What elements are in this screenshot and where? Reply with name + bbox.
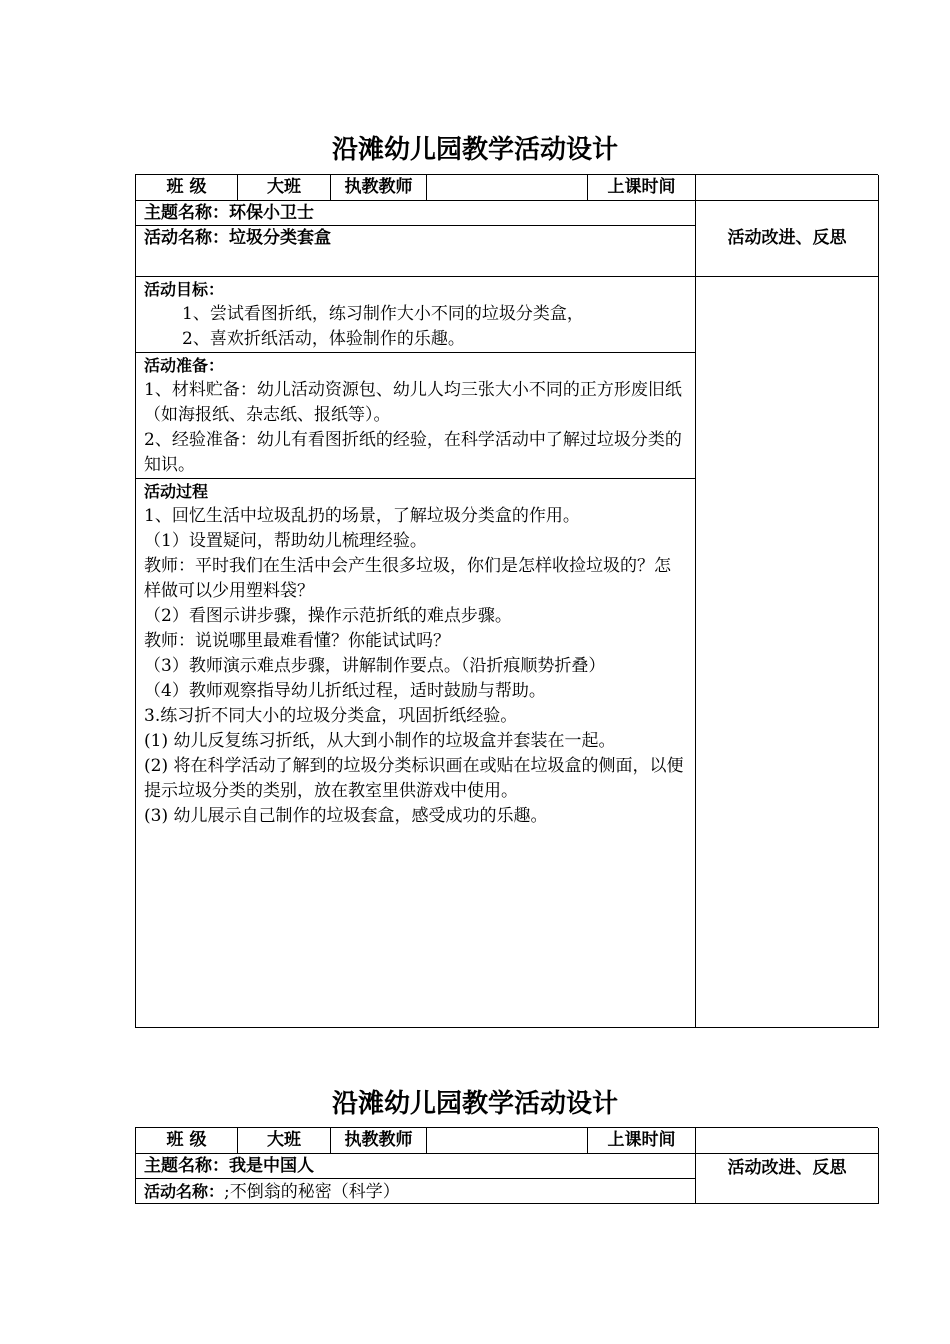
process-item: 教师：说说哪里最难看懂？你能试试吗？ — [144, 631, 450, 651]
process-item: （1）设置疑问，帮助幼儿梳理经验。 — [144, 531, 427, 551]
class-label: 班 级 — [136, 1128, 238, 1154]
class-value: 大班 — [238, 1128, 331, 1154]
process-heading: 活动过程 — [144, 482, 209, 501]
lesson-plan-table — [135, 174, 878, 1028]
process-item: (1) 幼儿反复练习折纸，从大到小制作的垃圾盒并套装在一起。 — [144, 731, 616, 751]
preparation-section — [136, 353, 696, 479]
class-time-label: 上课时间 — [588, 175, 696, 201]
teacher-value — [427, 1128, 588, 1154]
class-time-value — [696, 1128, 879, 1154]
class-time-value — [696, 175, 879, 201]
goals-section — [136, 277, 696, 353]
preparation-item: 2、经验准备：幼儿有看图折纸的经验，在科学活动中了解过垃圾分类的知识。 — [144, 430, 682, 475]
activity-value: ;不倒翁的秘密（科学） — [224, 1182, 400, 1202]
class-time-label: 上课时间 — [588, 1128, 696, 1154]
process-item: 1、回忆生活中垃圾乱扔的场景，了解垃圾分类盒的作用。 — [144, 506, 580, 526]
process-item: （4）教师观察指导幼儿折纸过程，适时鼓励与帮助。 — [144, 681, 546, 701]
activity-label: 活动名称： — [144, 1182, 225, 1201]
preparation-item: 1、材料贮备：幼儿活动资源包、幼儿人均三张大小不同的正方形废旧纸（如海报纸、杂志纸、报纸等）。 — [144, 380, 682, 425]
teacher-label: 执教教师 — [331, 1128, 427, 1154]
process-item: （3）教师演示难点步骤，讲解制作要点。（沿折痕顺势折叠） — [144, 656, 606, 676]
goals-heading: 活动目标： — [144, 280, 225, 299]
process-item: (2) 将在科学活动了解到的垃圾分类标识画在或贴在垃圾盒的侧面，以便提示垃圾分类的类别，放在教室里供游戏中使用。 — [144, 756, 684, 801]
process-item: 教师：平时我们在生活中会产生很多垃圾，你们是怎样收捡垃圾的？怎样做可以少用塑料袋？ — [144, 556, 671, 601]
lesson-plan-table — [135, 1127, 878, 1204]
theme-name: 主题名称：环保小卫士 — [136, 201, 696, 226]
process-item: （2）看图示讲步骤，操作示范折纸的难点步骤。 — [144, 606, 512, 626]
class-label: 班 级 — [136, 175, 238, 201]
preparation-heading: 活动准备： — [144, 356, 225, 375]
process-item: (3) 幼儿展示自己制作的垃圾套盒，感受成功的乐趣。 — [144, 806, 548, 826]
goal-item: 1、尝试看图折纸，练习制作大小不同的垃圾分类盒， — [182, 304, 584, 324]
class-value: 大班 — [238, 175, 331, 201]
reflection-label: 活动改进、反思 — [696, 201, 879, 277]
page-title: 沿滩幼儿园教学活动设计 — [331, 135, 618, 165]
activity-name — [136, 1179, 696, 1204]
theme-name: 主题名称：我是中国人 — [136, 1154, 696, 1179]
activity-name: 活动名称：垃圾分类套盒 — [136, 226, 696, 277]
teacher-value — [427, 175, 588, 201]
teacher-label: 执教教师 — [331, 175, 427, 201]
reflection-area — [696, 277, 879, 1028]
goal-item: 2、喜欢折纸活动，体验制作的乐趣。 — [182, 329, 465, 349]
reflection-label: 活动改进、反思 — [696, 1154, 879, 1204]
page-title: 沿滩幼儿园教学活动设计 — [331, 1089, 618, 1119]
process-item: 3.练习折不同大小的垃圾分类盒，巩固折纸经验。 — [144, 706, 518, 726]
process-section — [136, 479, 696, 1028]
